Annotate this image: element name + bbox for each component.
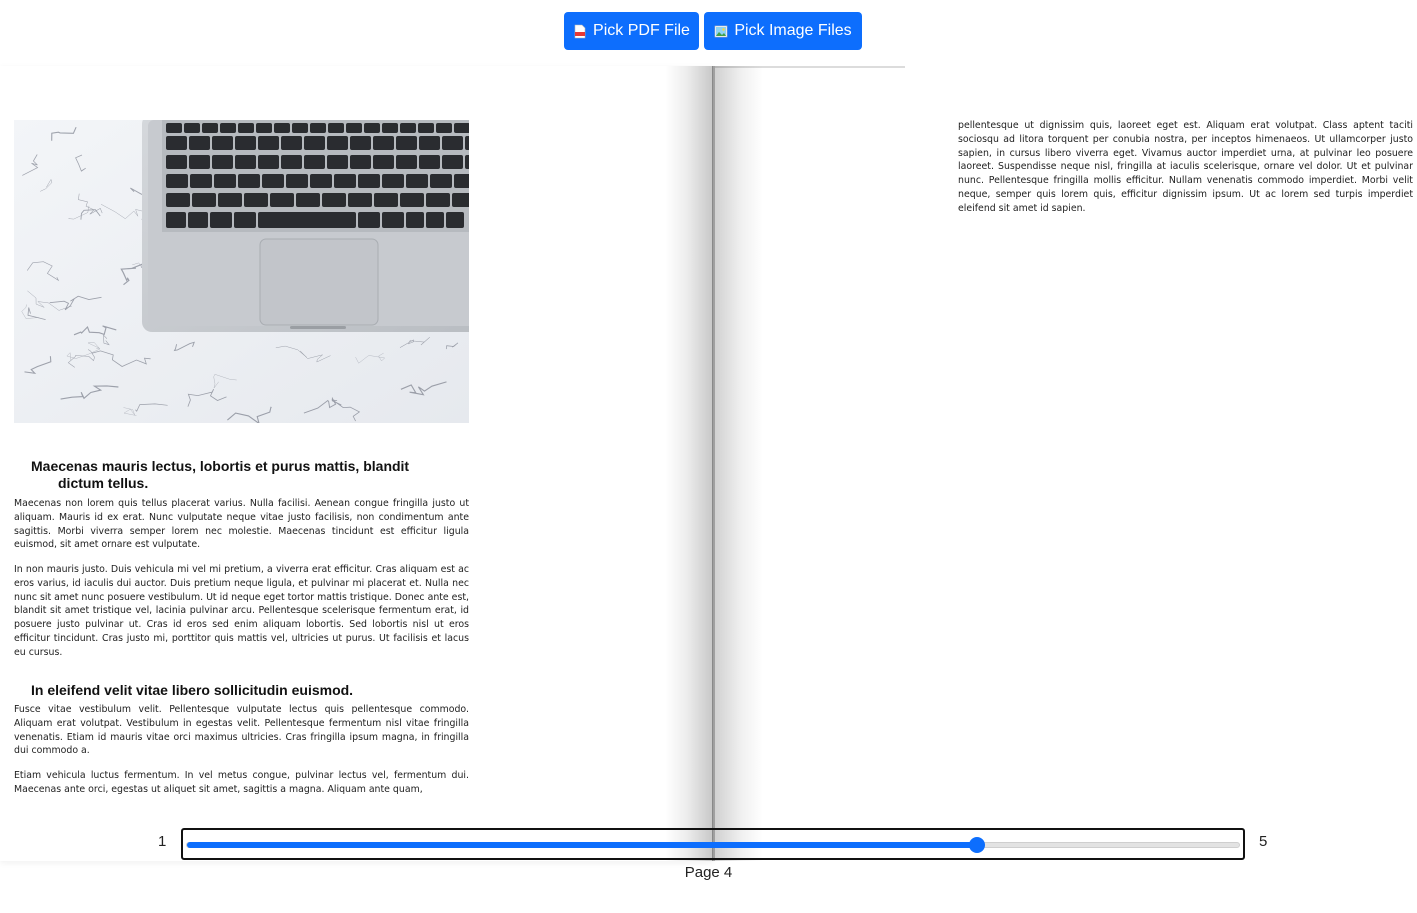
slider-fill	[187, 842, 978, 848]
section-heading	[14, 458, 469, 492]
heading-line-1: Maecenas mauris lectus, lobortis et purus mattis, blandit	[31, 458, 410, 474]
page-slider-row	[0, 828, 1417, 860]
slider-max-label: 5	[1259, 833, 1268, 850]
pick-pdf-button[interactable]	[564, 12, 699, 50]
pick-images-button[interactable]	[704, 12, 862, 50]
slider-thumb[interactable]	[969, 837, 985, 853]
paragraph: Etiam vehicula luctus fermentum. In vel metus congue, pulvinar lectus vel, fermentum dui. Maecenas ante orci, egestas ut aliquet sit amet, sagittis a magna. Aliquam ante quam,	[14, 770, 469, 795]
paragraph: In non mauris justo. Duis vehicula mi vel mi pretium, a viverra erat efficitur. Cras aliquam est ac eros varius, id iaculis dui auctor. Duis pretium neque ligula, et pulvinar mi placerat et. Nulla nec nunc sit amet nunc posuere vestibulum. Ut id neque eget tortor mattis tristique. Donec ante est, blandit sit amet tristique vel, lacinia pulvinar arcu. Pellentesque scelerisque fermentum erat, id posuere justo pulvinar ut. Cras id eros sed enim aliquam lobortis. Sed lobortis nisl ut eros efficitur tincidunt. Cras justo mi, porttitor quis mattis vel, ultricies ut purus. Ut facilisis et lacus eu cursus.	[14, 564, 469, 658]
page-slider[interactable]	[181, 828, 1245, 860]
image-file-icon	[714, 24, 728, 39]
toolbar	[0, 12, 1417, 50]
slider-track[interactable]	[186, 842, 1240, 848]
page-fold-shadow	[715, 66, 763, 861]
flipbook[interactable]	[0, 66, 1417, 861]
section-heading: In eleifend velit vitae libero sollicitudin euismod.	[31, 682, 354, 698]
laptop-photo	[14, 120, 469, 423]
left-page[interactable]	[0, 66, 713, 861]
slider-min-label: 1	[158, 833, 167, 850]
paragraph: Fusce vitae vestibulum velit. Pellentesque vulputate lectus quis pellentesque commodo. Aliquam erat volutpat. Vestibulum in egestas velit. Pellentesque fermentum nisl vitae fringilla venenatis. Etiam id mauris vitae orci maximus ultricies. Cras fringilla ipsum magna, in fringilla dui commodo a.	[14, 704, 469, 757]
pdf-file-icon	[573, 24, 587, 39]
page-fold-shadow	[665, 66, 713, 861]
paragraph: pellentesque ut dignissim quis, laoreet eget est. Aliquam erat volutpat. Class aptent taciti sociosqu ad litora torquent per conubia nostra, per inceptos himenaeos. Ut ullamcorper justo sapien, in cursus libero viverra eget. Vivamus auctor imperdiet urna, at pulvinar leo posuere laoreet. Suspendisse neque nisl, fringilla at iaculis scelerisque, ornare vel dolor. Ut et pulvinar nunc. Pellentesque fringilla mollis efficitur. Nullam venenatis commodo imperdiet. Morbi velit neque, semper quis lorem quis, efficitur dignissim ipsum. Ut ac lorem sed turpis imperdiet eleifend sit amet id sapien.	[958, 120, 1413, 214]
pick-images-label: Pick Image Files	[734, 22, 852, 39]
current-page-label: Page 4	[684, 864, 733, 881]
heading-line-2: dictum tellus.	[58, 475, 149, 491]
paragraph: Maecenas non lorem quis tellus placerat varius. Nulla facilisi. Aenean congue fringilla justo ut aliquam. Mauris id ex erat. Nunc vulputate neque vitae justo facilisis, non condimentum ante sagittis. Morbi viverra semper lorem nec molestie. Maecenas tincidunt est efficitur ligula euismod, sit amet ornare est vulputate.	[14, 498, 469, 551]
right-page[interactable]	[715, 66, 1417, 861]
pick-pdf-label: Pick PDF File	[593, 22, 690, 39]
